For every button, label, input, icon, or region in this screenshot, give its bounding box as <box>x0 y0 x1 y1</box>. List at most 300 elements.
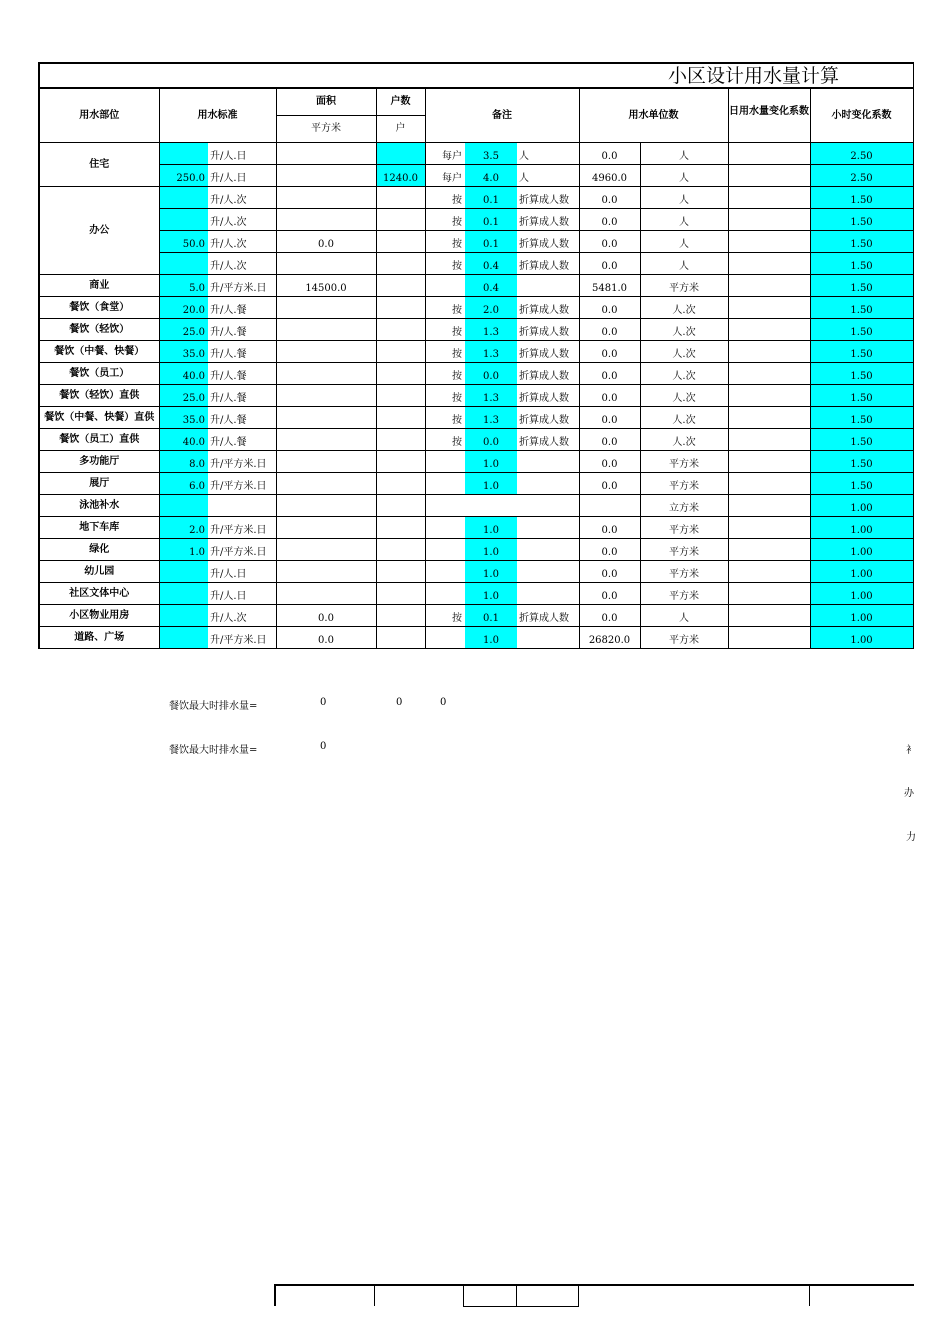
remark-suffix: 折算成人数 <box>517 429 579 451</box>
header-households-unit: 户 <box>376 116 425 143</box>
remark-factor: 4.0 <box>465 165 517 187</box>
table-row <box>39 583 913 605</box>
std-unit: 升/人.餐 <box>208 385 276 407</box>
std-value: 5.0 <box>159 275 208 297</box>
std-value <box>159 187 208 209</box>
edge-glyph-3: 力 <box>906 832 916 843</box>
table-row <box>39 143 913 165</box>
table-row <box>39 385 913 407</box>
header-remarks: 备注 <box>425 88 579 143</box>
daily-coef-value <box>728 143 810 165</box>
area-value <box>276 539 376 561</box>
unit-count: 0.0 <box>579 473 640 495</box>
remark-prefix: 按 <box>425 297 465 319</box>
households-value <box>376 341 425 363</box>
remark-factor: 0.1 <box>465 605 517 627</box>
table-row <box>39 275 913 297</box>
area-value <box>276 407 376 429</box>
std-value: 8.0 <box>159 451 208 473</box>
unit-count: 0.0 <box>579 429 640 451</box>
std-value: 25.0 <box>159 385 208 407</box>
area-value <box>276 209 376 231</box>
households-value <box>376 517 425 539</box>
households-value <box>376 385 425 407</box>
remark-suffix: 折算成人数 <box>517 297 579 319</box>
area-value <box>276 517 376 539</box>
daily-coef-value <box>728 627 810 649</box>
row-name: 餐饮（轻饮）直供 <box>39 385 159 407</box>
header-hourly-coef: 小时变化系数 <box>810 88 913 143</box>
remark-suffix <box>517 539 579 561</box>
remark-suffix: 折算成人数 <box>517 209 579 231</box>
std-unit: 升/人.次 <box>208 209 276 231</box>
std-value: 20.0 <box>159 297 208 319</box>
note-line-2-label: 餐饮最大时排水量= <box>169 745 258 756</box>
households-value <box>376 363 425 385</box>
header-daily-coef-text: 日用水量变化系数 <box>729 106 809 117</box>
table-row <box>39 253 913 275</box>
unit-count: 0.0 <box>579 539 640 561</box>
row-name: 办公 <box>39 187 159 275</box>
unit-count <box>579 495 640 517</box>
hourly-coef-value: 1.00 <box>810 627 913 649</box>
table-row <box>39 231 913 253</box>
header-location: 用水部位 <box>39 88 159 143</box>
remark-factor: 1.3 <box>465 341 517 363</box>
hourly-coef-value: 1.50 <box>810 253 913 275</box>
households-value <box>376 583 425 605</box>
std-unit: 升/人.餐 <box>208 297 276 319</box>
hourly-coef-value: 1.00 <box>810 539 913 561</box>
unit-name: 平方米 <box>640 627 728 649</box>
bottom-divider-2 <box>516 1284 517 1306</box>
remark-prefix: 按 <box>425 187 465 209</box>
unit-count: 0.0 <box>579 209 640 231</box>
households-value <box>376 473 425 495</box>
unit-count: 0.0 <box>579 583 640 605</box>
unit-count: 26820.0 <box>579 627 640 649</box>
households-value <box>376 275 425 297</box>
daily-coef-value <box>728 319 810 341</box>
bottom-box <box>463 1284 579 1307</box>
header-area: 面积 <box>276 88 376 116</box>
table-row <box>39 495 913 517</box>
area-value <box>276 143 376 165</box>
std-value: 2.0 <box>159 517 208 539</box>
unit-count: 0.0 <box>579 407 640 429</box>
table-row <box>39 187 913 209</box>
std-unit: 升/人.餐 <box>208 341 276 363</box>
unit-count: 0.0 <box>579 517 640 539</box>
header-units: 用水单位数 <box>579 88 728 143</box>
daily-coef-value <box>728 275 810 297</box>
area-value <box>276 297 376 319</box>
households-value <box>376 209 425 231</box>
area-value <box>276 341 376 363</box>
table-row <box>39 407 913 429</box>
unit-name: 人 <box>640 143 728 165</box>
row-name: 社区文体中心 <box>39 583 159 605</box>
std-value <box>159 583 208 605</box>
hourly-coef-value: 1.00 <box>810 605 913 627</box>
row-name: 餐饮（中餐、快餐）直供 <box>39 407 159 429</box>
title-row <box>39 63 913 88</box>
area-value <box>276 561 376 583</box>
daily-coef-value <box>728 231 810 253</box>
remark-suffix <box>517 495 579 517</box>
std-value <box>159 143 208 165</box>
unit-count: 5481.0 <box>579 275 640 297</box>
remark-suffix <box>517 583 579 605</box>
unit-count: 0.0 <box>579 385 640 407</box>
remark-factor: 0.1 <box>465 209 517 231</box>
note-line-2-value-1: 0 <box>320 741 327 752</box>
area-value <box>276 363 376 385</box>
unit-name: 平方米 <box>640 539 728 561</box>
remark-suffix <box>517 561 579 583</box>
hourly-coef-value: 1.50 <box>810 385 913 407</box>
remark-suffix: 折算成人数 <box>517 605 579 627</box>
remark-prefix: 按 <box>425 341 465 363</box>
remark-factor: 0.4 <box>465 275 517 297</box>
std-unit: 升/人.次 <box>208 253 276 275</box>
hourly-coef-value: 1.50 <box>810 297 913 319</box>
hourly-coef-value: 1.50 <box>810 187 913 209</box>
row-name: 道路、广场 <box>39 627 159 649</box>
std-value: 50.0 <box>159 231 208 253</box>
daily-coef-value <box>728 253 810 275</box>
hourly-coef-value: 1.50 <box>810 451 913 473</box>
unit-name: 平方米 <box>640 517 728 539</box>
remark-prefix <box>425 539 465 561</box>
std-value: 40.0 <box>159 363 208 385</box>
households-value <box>376 561 425 583</box>
remark-factor: 1.0 <box>465 561 517 583</box>
area-value <box>276 451 376 473</box>
std-value <box>159 605 208 627</box>
area-value <box>276 187 376 209</box>
std-value <box>159 495 208 517</box>
unit-count: 0.0 <box>579 231 640 253</box>
unit-name: 平方米 <box>640 583 728 605</box>
std-unit: 升/人.日 <box>208 561 276 583</box>
remark-prefix: 按 <box>425 605 465 627</box>
area-value: 0.0 <box>276 627 376 649</box>
table-row <box>39 605 913 627</box>
remark-prefix: 每户 <box>425 143 465 165</box>
unit-count: 0.0 <box>579 297 640 319</box>
row-name: 地下车库 <box>39 517 159 539</box>
std-unit: 升/平方米.日 <box>208 451 276 473</box>
unit-name: 人.次 <box>640 363 728 385</box>
std-unit: 升/人.餐 <box>208 363 276 385</box>
daily-coef-value <box>728 385 810 407</box>
remark-factor: 0.1 <box>465 187 517 209</box>
unit-name: 人 <box>640 605 728 627</box>
remark-prefix: 按 <box>425 231 465 253</box>
remark-factor: 1.3 <box>465 385 517 407</box>
remark-prefix: 按 <box>425 209 465 231</box>
hourly-coef-value: 1.50 <box>810 363 913 385</box>
daily-coef-value <box>728 209 810 231</box>
households-value: 1240.0 <box>376 165 425 187</box>
table-row <box>39 473 913 495</box>
hourly-coef-value: 1.00 <box>810 495 913 517</box>
daily-coef-value <box>728 473 810 495</box>
remark-factor: 1.3 <box>465 407 517 429</box>
table-row <box>39 451 913 473</box>
table-row <box>39 517 913 539</box>
area-value <box>276 429 376 451</box>
remark-factor: 1.0 <box>465 517 517 539</box>
remark-prefix <box>425 517 465 539</box>
area-value <box>276 495 376 517</box>
table-row <box>39 363 913 385</box>
table-row <box>39 341 913 363</box>
hourly-coef-value: 1.50 <box>810 473 913 495</box>
households-value <box>376 187 425 209</box>
households-value <box>376 253 425 275</box>
remark-prefix <box>425 451 465 473</box>
row-name: 小区物业用房 <box>39 605 159 627</box>
remark-suffix: 折算成人数 <box>517 385 579 407</box>
bottom-grid-fragment <box>274 1284 912 1306</box>
row-name: 住宅 <box>39 143 159 187</box>
unit-name: 平方米 <box>640 561 728 583</box>
header-standard: 用水标准 <box>159 88 276 143</box>
remark-prefix <box>425 275 465 297</box>
table-row <box>39 319 913 341</box>
unit-name: 平方米 <box>640 275 728 297</box>
remark-prefix: 按 <box>425 407 465 429</box>
households-value <box>376 605 425 627</box>
header-area-unit: 平方米 <box>276 116 376 143</box>
note-line-1-label: 餐饮最大时排水量= <box>169 701 258 712</box>
unit-name: 人.次 <box>640 341 728 363</box>
daily-coef-value <box>728 165 810 187</box>
unit-count: 0.0 <box>579 253 640 275</box>
daily-coef-value <box>728 407 810 429</box>
row-name: 展厅 <box>39 473 159 495</box>
unit-name: 人.次 <box>640 297 728 319</box>
table-row <box>39 561 913 583</box>
remark-factor: 0.4 <box>465 253 517 275</box>
unit-name: 人.次 <box>640 407 728 429</box>
std-unit: 升/人.餐 <box>208 429 276 451</box>
area-value: 0.0 <box>276 231 376 253</box>
remark-suffix: 人 <box>517 165 579 187</box>
hourly-coef-value: 1.50 <box>810 319 913 341</box>
std-unit: 升/人.次 <box>208 187 276 209</box>
bottom-strip-top <box>274 1284 914 1306</box>
area-value <box>276 319 376 341</box>
std-value <box>159 253 208 275</box>
std-value: 35.0 <box>159 407 208 429</box>
std-unit: 升/平方米.日 <box>208 473 276 495</box>
remark-suffix <box>517 473 579 495</box>
sheet-title: 小区设计用水量计算 <box>39 63 913 88</box>
remark-suffix: 折算成人数 <box>517 187 579 209</box>
row-name: 餐饮（员工） <box>39 363 159 385</box>
hourly-coef-value: 1.00 <box>810 517 913 539</box>
bottom-divider-1 <box>374 1284 375 1306</box>
hourly-coef-value: 1.50 <box>810 407 913 429</box>
unit-count: 4960.0 <box>579 165 640 187</box>
remark-factor: 2.0 <box>465 297 517 319</box>
daily-coef-value <box>728 451 810 473</box>
std-value: 6.0 <box>159 473 208 495</box>
area-value <box>276 473 376 495</box>
remark-suffix: 折算成人数 <box>517 231 579 253</box>
row-name: 餐饮（员工）直供 <box>39 429 159 451</box>
row-name: 多功能厅 <box>39 451 159 473</box>
remark-suffix <box>517 451 579 473</box>
std-unit: 升/人.日 <box>208 583 276 605</box>
header-row-1 <box>39 88 913 116</box>
table-row <box>39 627 913 649</box>
std-unit: 升/人.次 <box>208 231 276 253</box>
table-row <box>39 165 913 187</box>
households-value <box>376 429 425 451</box>
remark-prefix: 按 <box>425 363 465 385</box>
unit-name: 人.次 <box>640 385 728 407</box>
remark-prefix <box>425 473 465 495</box>
area-value: 14500.0 <box>276 275 376 297</box>
daily-coef-value <box>728 187 810 209</box>
unit-name: 平方米 <box>640 451 728 473</box>
households-value <box>376 297 425 319</box>
unit-name: 人 <box>640 231 728 253</box>
remark-suffix: 折算成人数 <box>517 363 579 385</box>
remark-factor: 1.0 <box>465 473 517 495</box>
note-line-1-value-3: 0 <box>440 697 447 708</box>
unit-count: 0.0 <box>579 341 640 363</box>
row-name: 商业 <box>39 275 159 297</box>
remark-suffix: 折算成人数 <box>517 319 579 341</box>
unit-name: 人.次 <box>640 429 728 451</box>
unit-count: 0.0 <box>579 451 640 473</box>
daily-coef-value <box>728 583 810 605</box>
std-unit: 升/平方米.日 <box>208 539 276 561</box>
remark-suffix <box>517 517 579 539</box>
remark-prefix: 按 <box>425 385 465 407</box>
remark-factor: 0.1 <box>465 231 517 253</box>
row-name: 绿化 <box>39 539 159 561</box>
std-unit: 升/人.日 <box>208 143 276 165</box>
area-value <box>276 165 376 187</box>
households-value <box>376 539 425 561</box>
remark-factor: 3.5 <box>465 143 517 165</box>
remark-prefix: 按 <box>425 253 465 275</box>
daily-coef-value <box>728 429 810 451</box>
unit-name: 立方米 <box>640 495 728 517</box>
area-value <box>276 583 376 605</box>
daily-coef-value <box>728 297 810 319</box>
daily-coef-value <box>728 495 810 517</box>
hourly-coef-value: 1.00 <box>810 583 913 605</box>
remark-suffix: 折算成人数 <box>517 253 579 275</box>
std-unit: 升/人.餐 <box>208 319 276 341</box>
remark-factor: 0.0 <box>465 429 517 451</box>
calc-table <box>38 62 914 649</box>
remark-factor: 1.0 <box>465 451 517 473</box>
std-value: 40.0 <box>159 429 208 451</box>
std-unit: 升/平方米.日 <box>208 517 276 539</box>
table-row <box>39 297 913 319</box>
hourly-coef-value: 1.50 <box>810 231 913 253</box>
unit-count: 0.0 <box>579 561 640 583</box>
row-name: 餐饮（食堂） <box>39 297 159 319</box>
area-value: 0.0 <box>276 605 376 627</box>
edge-glyph-2: 办 <box>904 788 914 799</box>
unit-name: 人 <box>640 253 728 275</box>
remark-factor <box>465 495 517 517</box>
daily-coef-value <box>728 539 810 561</box>
remark-factor: 0.0 <box>465 363 517 385</box>
households-value <box>376 495 425 517</box>
unit-name: 人 <box>640 187 728 209</box>
hourly-coef-value: 2.50 <box>810 165 913 187</box>
daily-coef-value <box>728 517 810 539</box>
water-calc-sheet <box>38 62 912 649</box>
note-line-1-value-1: 0 <box>320 697 327 708</box>
std-unit: 升/人.日 <box>208 165 276 187</box>
households-value <box>376 231 425 253</box>
table-row <box>39 209 913 231</box>
daily-coef-value <box>728 341 810 363</box>
table-row <box>39 539 913 561</box>
header-daily-coef <box>728 88 810 143</box>
std-value: 250.0 <box>159 165 208 187</box>
header-households: 户数 <box>376 88 425 116</box>
households-value <box>376 319 425 341</box>
area-value <box>276 253 376 275</box>
unit-name: 人.次 <box>640 319 728 341</box>
row-name: 幼儿园 <box>39 561 159 583</box>
std-value: 35.0 <box>159 341 208 363</box>
remark-prefix <box>425 495 465 517</box>
remark-factor: 1.0 <box>465 627 517 649</box>
bottom-divider-3 <box>809 1284 810 1306</box>
households-value <box>376 627 425 649</box>
remark-factor: 1.0 <box>465 583 517 605</box>
table-row <box>39 429 913 451</box>
unit-count: 0.0 <box>579 605 640 627</box>
remark-prefix <box>425 561 465 583</box>
std-unit: 升/平方米.日 <box>208 627 276 649</box>
hourly-coef-value: 2.50 <box>810 143 913 165</box>
row-name: 餐饮（中餐、快餐） <box>39 341 159 363</box>
std-unit <box>208 495 276 517</box>
hourly-coef-value: 1.50 <box>810 429 913 451</box>
std-value: 1.0 <box>159 539 208 561</box>
remark-prefix <box>425 583 465 605</box>
std-value <box>159 209 208 231</box>
unit-name: 平方米 <box>640 473 728 495</box>
std-unit: 升/人.餐 <box>208 407 276 429</box>
remark-suffix: 折算成人数 <box>517 341 579 363</box>
daily-coef-value <box>728 561 810 583</box>
area-value <box>276 385 376 407</box>
std-unit: 升/平方米.日 <box>208 275 276 297</box>
std-value: 25.0 <box>159 319 208 341</box>
unit-count: 0.0 <box>579 319 640 341</box>
households-value <box>376 407 425 429</box>
hourly-coef-value: 1.00 <box>810 561 913 583</box>
households-value <box>376 451 425 473</box>
remark-factor: 1.0 <box>465 539 517 561</box>
hourly-coef-value: 1.50 <box>810 209 913 231</box>
